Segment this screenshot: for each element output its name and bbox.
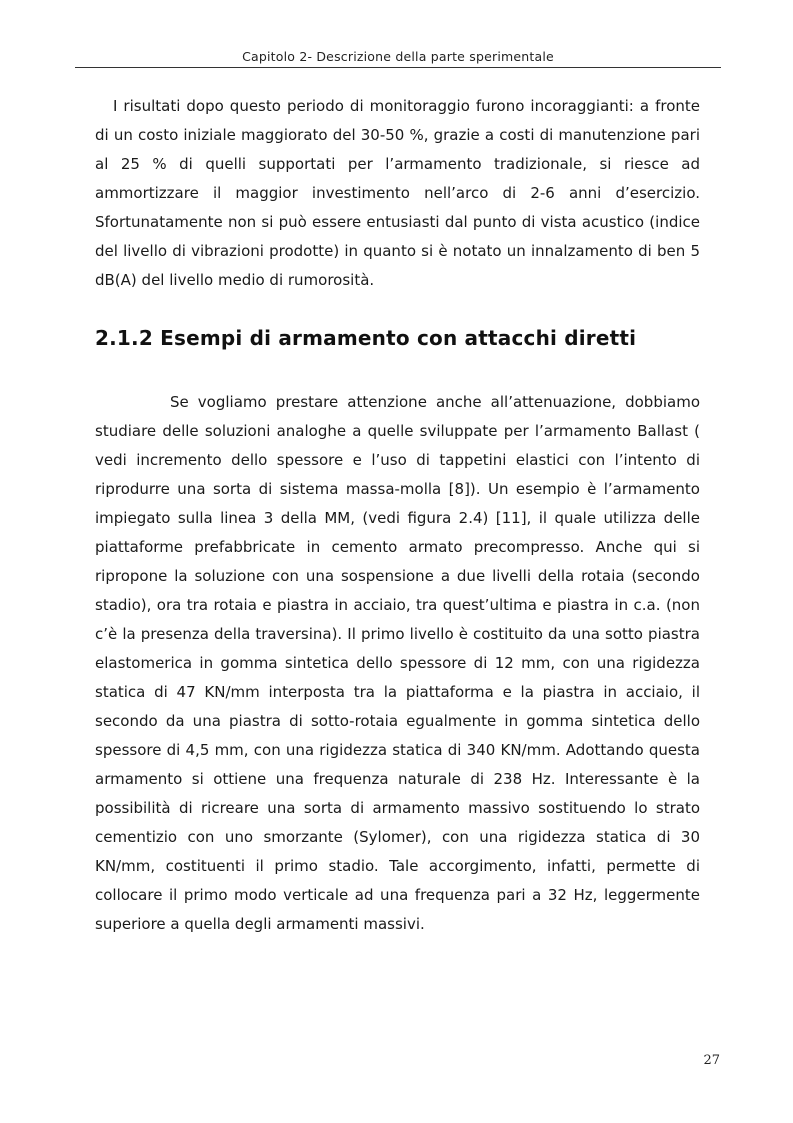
- running-header: Capitolo 2- Descrizione della parte sperimentale: [242, 49, 554, 64]
- header-rule: [75, 67, 721, 68]
- page-number: 27: [703, 1053, 720, 1068]
- body-paragraph-2: Se vogliamo prestare attenzione anche all’attenuazione, dobbiamo studiare delle soluzioni analoghe a quelle sviluppate per l’armamento Ballast ( vedi incremento dello spessore e l’uso di tappetini elastici con l’intento di riprodurre una sorta di sistema massa-molla [8]). Un esempio è l’armamento impiegato sulla linea 3 della MM, (vedi figura 2.4) [11], il quale utilizza delle piattaforme prefabbricate in cemento armato precompresso. Anche qui si ripropone la soluzione con una sospensione a due livelli della rotaia (secondo stadio), ora tra rotaia e piastra in acciaio, tra quest’ultima e piastra in c.a. (non c’è la presenza della traversina). Il primo livello è costituito da una sotto piastra elastomerica in gomma sintetica dello spessore di 12 mm, con una rigidezza statica di 47 KN/mm interposta tra la piattaforma e la piastra in acciaio, il secondo da una piastra di sotto-rotaia egualmente in gomma sintetica dello spessore di 4,5 mm, con una rigidezza statica di 340 KN/mm. Adottando questa armamento si ottiene una frequenza naturale di 238 Hz. Interessante è la possibilità di ricreare una sorta di armamento massivo sostituendo lo strato cementizio con uno smorzante (Sylomer), con una rigidezza statica di 30 KN/mm, costituenti il primo stadio. Tale accorgimento, infatti, permette di collocare il primo modo verticale ad una frequenza pari a 32 Hz, leggermente superiore a quella degli armamenti massivi.: [95, 393, 700, 933]
- section-heading: 2.1.2 Esempi di armamento con attacchi diretti: [95, 326, 637, 350]
- body-paragraph-1: I risultati dopo questo periodo di monitoraggio furono incoraggianti: a fronte di un costo iniziale maggiorato del 30-50 %, grazie a costi di manutenzione pari al 25 % di quelli supportati per l’armamento tradizionale, si riesce ad ammortizzare il maggior investimento nell’arco di 2-6 anni d’esercizio. Sfortunatamente non si può essere entusiasti dal punto di vista acustico (indice del livello di vibrazioni prodotte) in quanto si è notato un innalzamento di ben 5 dB(A) del livello medio di rumorosità.: [95, 97, 700, 289]
